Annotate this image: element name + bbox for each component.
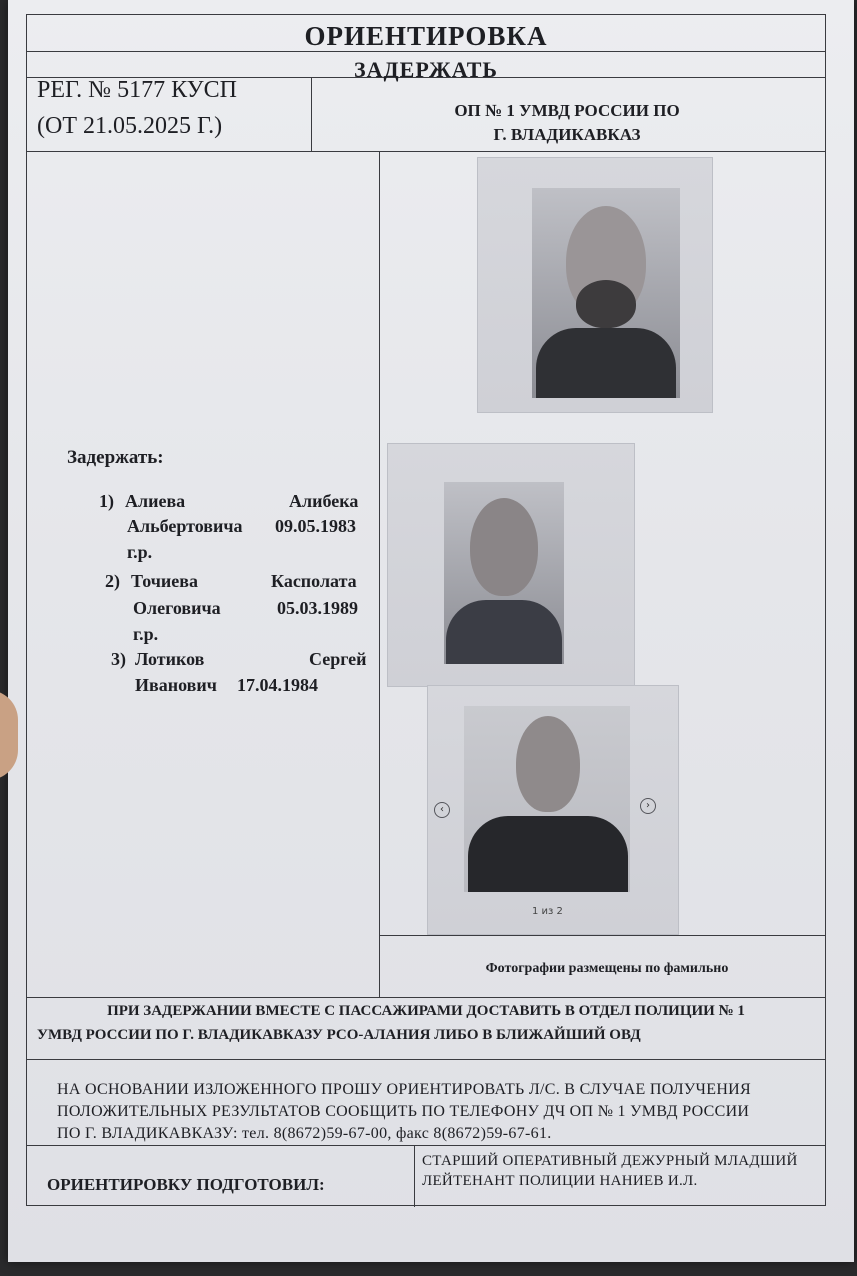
document-title: ОРИЕНТИРОВКА [304, 21, 548, 51]
prepared-by-line-2: ЛЕЙТЕНАНТ ПОЛИЦИИ НАНИЕВ И.Л. [422, 1173, 698, 1189]
person-surname: Лотиков [135, 649, 205, 669]
detain-heading: Задержать: [67, 447, 164, 468]
basis-line-3: ПО Г. ВЛАДИКАВКАЗУ: тел. 8(8672)59-67-00, факс 8(8672)59-67-61. [57, 1125, 552, 1142]
person-patronymic: Иванович [135, 675, 217, 695]
person-patronymic: Олеговича [133, 598, 221, 618]
divider [27, 1145, 825, 1146]
person-surname: Точиева [131, 571, 198, 591]
basis-line-1: НА ОСНОВАНИИ ИЗЛОЖЕННОГО ПРОШУ ОРИЕНТИРОВАТЬ Л/С. В СЛУЧАЕ ПОЛУЧЕНИЯ [57, 1081, 752, 1098]
chevron-left-icon: ‹ [434, 802, 450, 818]
person-surname: Алиева [125, 491, 186, 511]
divider [27, 151, 825, 152]
photo-pager: 1 из 2 [532, 906, 563, 917]
divider [27, 997, 825, 998]
beard-shape [576, 280, 636, 328]
divider [414, 1145, 415, 1207]
registration-date: (ОТ 21.05.2025 Г.) [37, 113, 223, 139]
department-line-1: ОП № 1 УМВД РОССИИ ПО [454, 101, 680, 120]
photo-frame [532, 188, 680, 398]
body-silhouette [536, 328, 676, 398]
suspect-photo-1 [477, 157, 713, 413]
person-number: 2) [105, 571, 120, 591]
photo-frame [464, 706, 630, 892]
photos-caption: Фотографии размещены по фамильно [485, 961, 729, 976]
person-name: Касполата [271, 571, 357, 591]
person-number: 3) [111, 649, 126, 669]
person-dob: 09.05.1983 [275, 516, 356, 536]
divider [311, 77, 312, 151]
person-dob-suffix: г.р. [133, 624, 159, 644]
person-dob: 05.03.1989 [277, 598, 358, 618]
person-number: 1) [99, 491, 114, 511]
document-subtitle: ЗАДЕРЖАТЬ [354, 57, 498, 82]
photo-frame [444, 482, 564, 664]
face-silhouette [470, 498, 538, 596]
person-name: Алибека [289, 491, 359, 511]
suspect-photo-3 [427, 685, 679, 935]
divider [27, 1059, 825, 1060]
delivery-instruction-line-1: ПРИ ЗАДЕРЖАНИИ ВМЕСТЕ С ПАССАЖИРАМИ ДОСТАВИТЬ В ОТДЕЛ ПОЛИЦИИ № 1 [107, 1003, 745, 1019]
person-name: Сергей [309, 649, 367, 669]
person-dob: 17.04.1984 [237, 675, 318, 695]
basis-text [57, 1079, 751, 1145]
chevron-right-icon: › [640, 798, 656, 814]
face-silhouette [516, 716, 580, 812]
basis-line-2: ПОЛОЖИТЕЛЬНЫХ РЕЗУЛЬТАТОВ СООБЩИТЬ ПО ТЕЛЕФОНУ ДЧ ОП № 1 УМВД РОССИИ [57, 1103, 750, 1120]
registration-number: РЕГ. № 5177 КУСП [37, 77, 237, 103]
document-sheet [8, 0, 854, 1262]
prepared-by-label: ОРИЕНТИРОВКУ ПОДГОТОВИЛ: [47, 1175, 325, 1194]
department-line-2: Г. ВЛАДИКАВКАЗ [493, 125, 641, 144]
orientation-form [26, 14, 826, 1206]
person-patronymic: Альбертовича [127, 516, 243, 536]
delivery-instruction-line-2: УМВД РОССИИ ПО Г. ВЛАДИКАВКАЗУ РСО-АЛАНИЯ ЛИБО В БЛИЖАЙШИЙ ОВД [37, 1027, 641, 1043]
person-dob-suffix: г.р. [127, 542, 153, 562]
divider [379, 151, 380, 997]
divider [379, 935, 825, 936]
suspect-photo-2 [387, 443, 635, 687]
body-silhouette [468, 816, 628, 892]
prepared-by-line-1: СТАРШИЙ ОПЕРАТИВНЫЙ ДЕЖУРНЫЙ МЛАДШИЙ [422, 1153, 798, 1169]
body-silhouette [446, 600, 562, 664]
